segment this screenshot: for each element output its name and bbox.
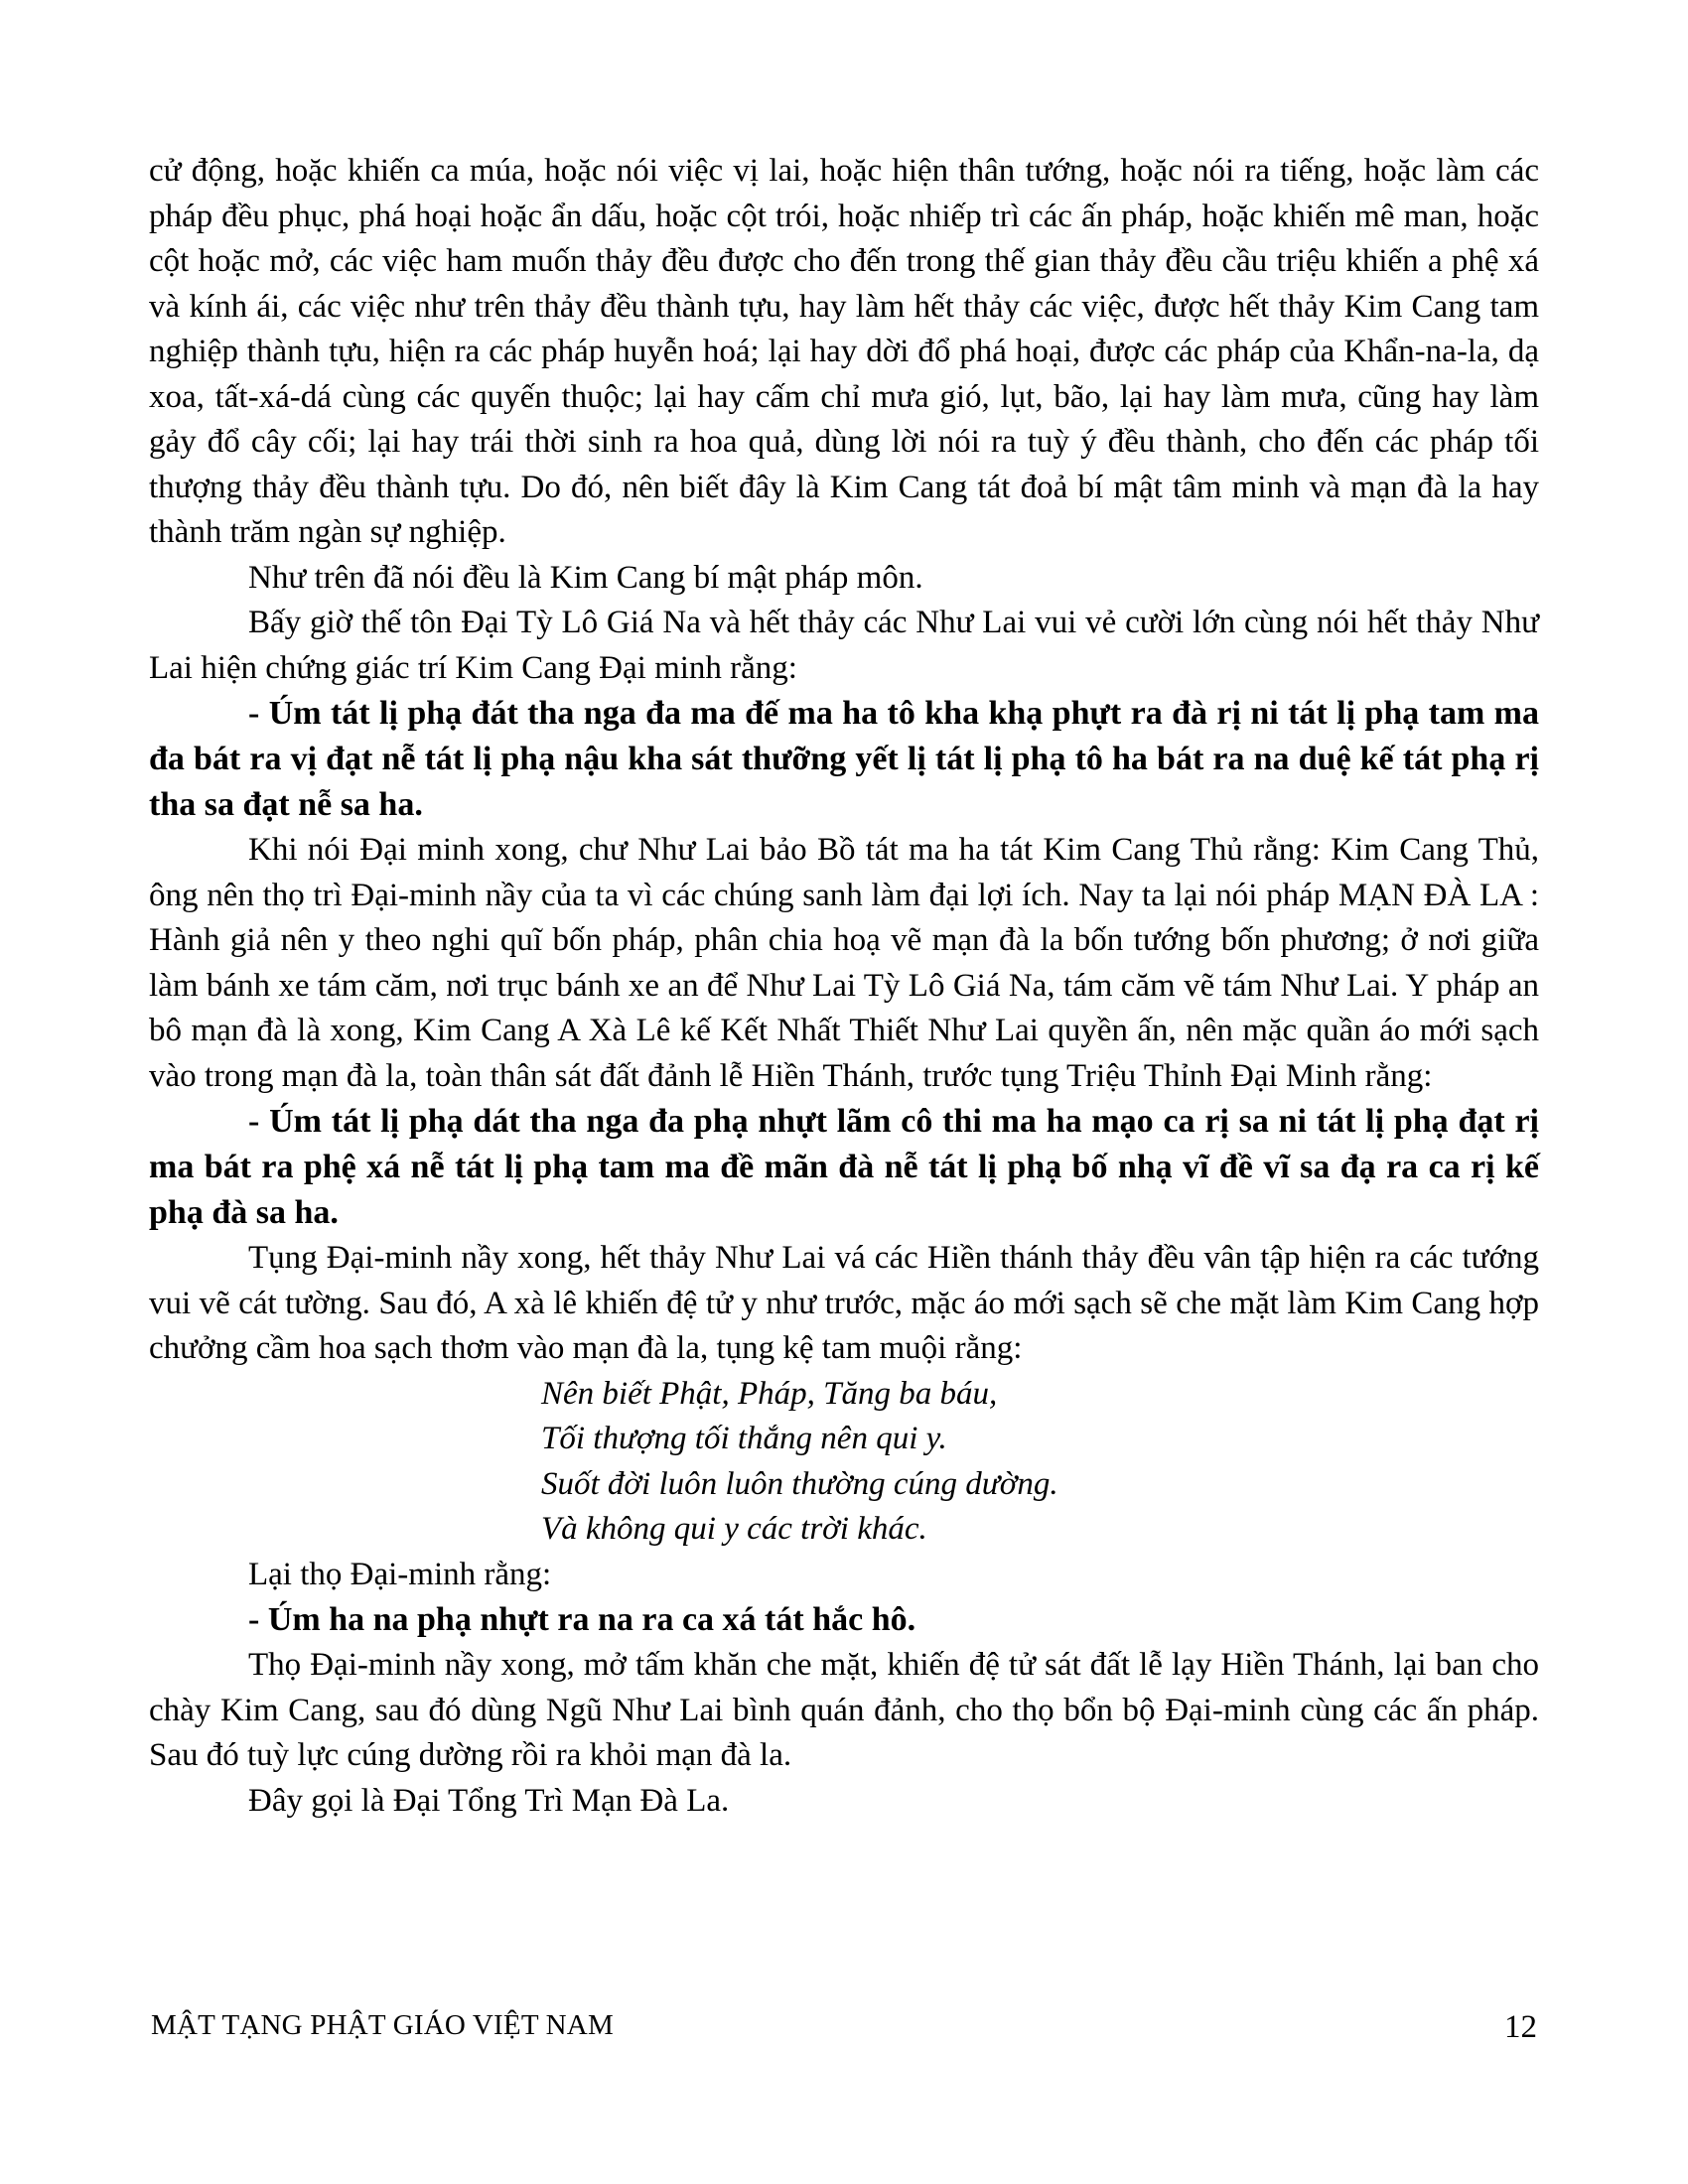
page-number: 12 [1504, 2009, 1537, 2045]
verse-line: Và không qui y các trời khác. [541, 1511, 927, 1547]
paragraph-receive-mantra: Lại thọ Đại-minh rằng: [248, 1556, 552, 1592]
paragraph-continuation: cử động, hoặc khiến ca múa, hoặc nói việc vị lai, hoặc hiện thân tướng, hoặc nói ra tiếng, hoặc làm các pháp đều phục, phá hoại hoặc ẩn dấu, hoặc cột trói, hoặc nhiếp trì các ấn pháp, hoặc khiến mê man, hoặc cột hoặc mở, các việc ham muốn thảy đều được cho đến trong thế gian thảy đều cầu triệu khiến a phệ xá và kính ái, các việc như trên thảy đều thành tựu, hay làm hết thảy các việc, được hết thảy Kim Cang tam nghiệp thành tựu, hiện ra các pháp huyễn hoá; lại hay dời đổ phá hoại, được các pháp của Khẩn-na-la, dạ xoa, tất-xá-dá cùng các quyến thuộc; lại hay cấm chỉ mưa gió, lụt, bão, lại hay làm mưa, cũng hay làm gảy đổ cây cối; lại hay trái thời sinh ra hoa quả, dùng lời nói ra tuỳ ý đều thành, cho đến các pháp tối thượng thảy đều thành tựu. Do đó, nên biết đây là Kim Cang tát đoả bí mật tâm minh và mạn đà la hay thành trăm ngàn sự nghiệp. [149, 153, 1539, 550]
paragraph-intro-mantra: Bấy giờ thế tôn Đại Tỳ Lô Giá Na và hết thảy các Như Lai vui vẻ cười lớn cùng nói hết thảy Như Lai hiện chứng giác trí Kim Cang Đại minh rằng: [149, 605, 1539, 686]
mantra-1: - Úm tát lị phạ đát tha nga đa ma đế ma ha tô kha khạ phựt ra đà rị ni tát lị phạ tam ma đa bát ra vị đạt nễ tát lị phạ nậu kha sát thưỡng yết lị tát lị phạ tô ha bát ra na duệ kế tát phạ rị tha sa đạt nễ sa ha. [149, 695, 1539, 823]
mantra-3: - Úm ha na phạ nhựt ra na ra ca xá tát hắc hô. [248, 1601, 916, 1638]
paragraph-consecration: Thọ Đại-minh nầy xong, mở tấm khăn che mặt, khiến đệ tử sát đất lễ lạy Hiền Thánh, lại ban cho chày Kim Cang, sau đó dùng Ngũ Như Lai bình quán đảnh, cho thọ bổn bộ Đại-minh cùng các ấn pháp. Sau đó tuỳ lực cúng dường rồi ra khỏi mạn đà la. [149, 1647, 1539, 1773]
footer-title: MẬT TẠNG PHẬT GIÁO VIỆT NAM [151, 2009, 614, 2041]
verse-line: Tối thượng tối thắng nên qui y. [541, 1421, 947, 1456]
paragraph-samadhi-verse-intro: Tụng Đại-minh nầy xong, hết thảy Như Lai vá các Hiền thánh thảy đều vân tập hiện ra các tướng vui vẽ cát tường. Sau đó, A xà lê khiến đệ tử y như trước, mặc áo mới sạch sẽ che mặt làm Kim Cang hợp chưởng cầm hoa sạch thơm vào mạn đà la, tụng kệ tam muội rằng: [149, 1240, 1539, 1366]
paragraph-closing: Đây gọi là Đại Tổng Trì Mạn Đà La. [248, 1782, 730, 1819]
paragraph-mandala-instructions: Khi nói Đại minh xong, chư Như Lai bảo Bồ tát ma ha tát Kim Cang Thủ rằng: Kim Cang Thủ, ông nên thọ trì Đại-minh nầy của ta vì các chúng sanh làm đại lợi ích. Nay ta lại nói pháp MẠN ĐÀ LA : Hành giả nên y theo nghi quĩ bốn pháp, phân chia hoạ vẽ mạn đà la bốn tướng bốn phương; ở nơi giữa làm bánh xe tám căm, nơi trục bánh xe an để Như Lai Tỳ Lô Giá Na, tám căm vẽ tám Như Lai. Y pháp an bô mạn đà là xong, Kim Cang A Xà Lê kế Kết Nhất Thiết Như Lai quyền ấn, nên mặc quần áo mới sạch vào trong mạn đà la, toàn thân sát đất đảnh lễ Hiền Thánh, trước tụng Triệu Thỉnh Đại Minh rằng: [149, 832, 1539, 1094]
page-body [149, 149, 1539, 1824]
verse-line: Nên biết Phật, Pháp, Tăng ba báu, [541, 1375, 998, 1412]
verse-block [149, 1372, 1539, 1553]
paragraph-secret-dharma: Như trên đã nói đều là Kim Cang bí mật pháp môn. [248, 559, 923, 596]
verse-line: Suốt đời luôn luôn thường cúng dường. [541, 1465, 1058, 1502]
mantra-2: - Úm tát lị phạ dát tha nga đa phạ nhựt lãm cô thi ma ha mạo ca rị sa ni tát lị phạ đạt rị ma bát ra phệ xá nễ tát lị phạ tam ma đề mãn đà nễ tát lị phạ bố nhạ vĩ đề vĩ sa đạ ra ca rị kế phạ đà sa ha. [149, 1103, 1539, 1231]
